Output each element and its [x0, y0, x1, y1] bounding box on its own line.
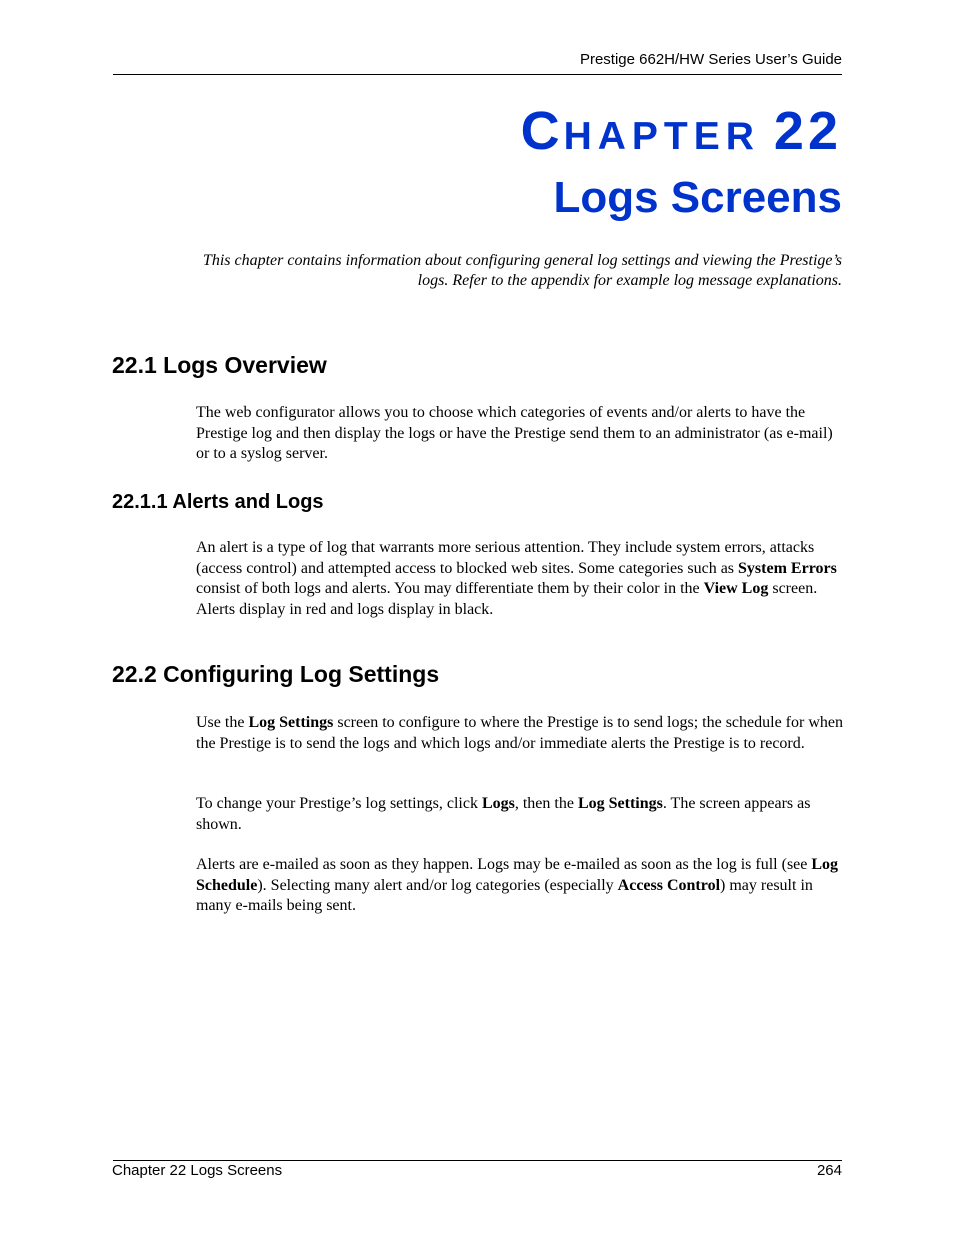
chapter-intro: This chapter contains information about configuring general log settings and viewing the Prestige’s logs. Refer to the appendix for example log message explanations.: [202, 252, 842, 289]
header-rule: [113, 74, 842, 75]
bold-term: Log Settings: [577, 795, 663, 812]
text-run: consist of both logs and alerts. You may differentiate them by their color in the: [196, 580, 704, 597]
chapter-number: 22: [773, 101, 842, 161]
chapter-label: [521, 98, 842, 170]
text-run: An alert is a type of log that warrants more serious attention. They include system errors, attacks (access control) and attempted access to blocked web sites. Some categories such as: [196, 539, 815, 577]
logs-overview-paragraph: The web configurator allows you to choose which categories of events and/or alerts to have the Prestige log and then display the logs or have the Prestige send them to an administrator (as e-mail) or to a syslog server.: [196, 404, 833, 462]
text-run: ). Selecting many alert and/or log categories (especially: [257, 876, 618, 894]
section-heading-logs-overview: 22.1 Logs Overview: [112, 352, 327, 378]
chapter-heading: [521, 98, 842, 224]
bold-term: Log Settings: [248, 714, 334, 731]
text-run: screen. Alerts display in red and logs display in black.: [196, 580, 818, 618]
text-run: ) may result in many e-mails being sent.: [196, 876, 813, 914]
alerts-and-logs-paragraph: [196, 538, 844, 620]
bold-term: Log Schedule: [196, 856, 839, 894]
log-settings-paragraph-3: [196, 855, 844, 917]
text-run: screen to configure to where the Prestige is to send logs; the schedule for when the Prestige is to send the logs and which logs and/or immediate alerts the Prestige is to record.: [196, 714, 843, 752]
bold-term: System Errors: [738, 559, 837, 577]
chapter-title: Logs Screens: [553, 173, 842, 222]
text-run: Use the: [196, 714, 249, 731]
text-run: . The screen appears as shown.: [196, 795, 811, 833]
footer-rule: [113, 1160, 842, 1161]
section-heading-configuring-log-settings: 22.2 Configuring Log Settings: [112, 661, 440, 687]
chapter-label-initial: C: [520, 101, 564, 161]
text-run: , then the: [514, 795, 578, 812]
chapter-label-rest: HAPTER: [563, 115, 760, 158]
footer-chapter-ref: Chapter 22 Logs Screens: [112, 1162, 283, 1179]
guide-title: Prestige 662H/HW Series User’s Guide: [579, 51, 842, 68]
text-run: To change your Prestige’s log settings, click: [196, 795, 482, 812]
subsection-heading-alerts-and-logs: 22.1.1 Alerts and Logs: [112, 491, 324, 513]
bold-term: View Log: [703, 580, 769, 597]
page-number: 264: [816, 1162, 842, 1179]
log-settings-paragraph-2: [196, 794, 844, 835]
bold-term: Logs: [481, 795, 515, 812]
log-settings-paragraph-1: [196, 713, 844, 754]
text-run: Alerts are e-mailed as soon as they happen. Logs may be e-mailed as soon as the log is full (see: [196, 856, 812, 873]
bold-term: Access Control: [617, 876, 721, 894]
